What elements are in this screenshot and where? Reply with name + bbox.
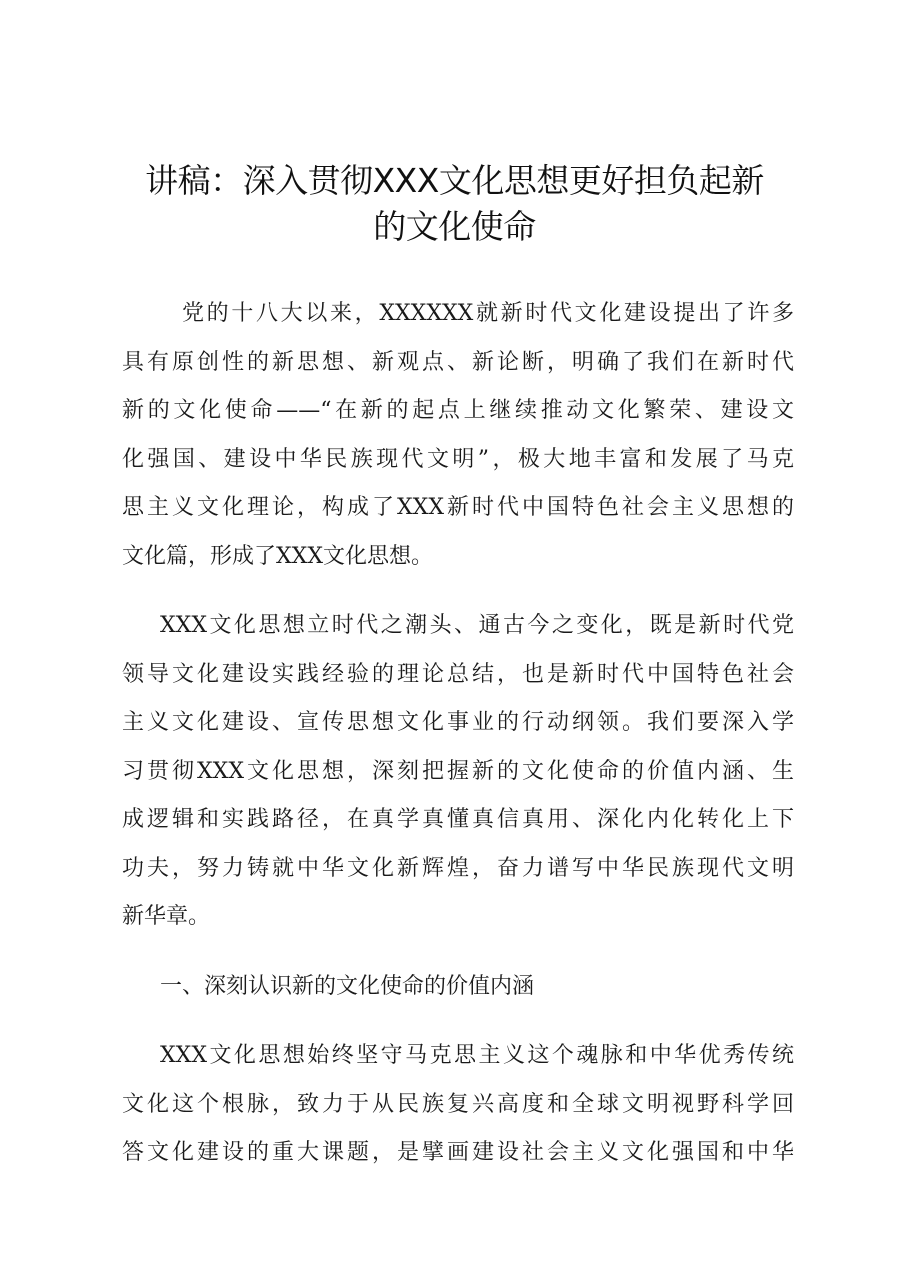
text-line: 主义文化建设、宣传思想文化事业的行动纲领。我们要深入学 (122, 710, 794, 735)
text-line: 党的十八大以来，XXXXXX就新时代文化建设提出了许多 (182, 301, 794, 326)
paragraph-intro (122, 290, 794, 581)
text-line: XXX文化思想立时代之潮头、通古今之变化，既是新时代党 (160, 613, 794, 638)
text-line: 具有原创性的新思想、新观点、新论断，明确了我们在新时代 (122, 349, 794, 375)
paragraph-overview (122, 602, 794, 942)
text-line: 答文化建设的重大课题，是擘画建设社会主义文化强国和中华 (122, 1140, 794, 1165)
text-line: 新华章。 (122, 904, 211, 929)
text-line: 一、深刻认识新的文化使命的价值内涵 (160, 973, 535, 999)
title-line: 的文化使命 (373, 207, 536, 246)
document-body (122, 290, 794, 1178)
text-line: 新的文化使命——“在新的起点上继续推动文化繁荣、建设文 (122, 398, 794, 423)
document-title (100, 158, 809, 250)
text-line: XXX文化思想始终坚守马克思主义这个魂脉和中华优秀传统 (160, 1043, 794, 1068)
paragraph-gap (122, 942, 794, 963)
text-line: 文化篇，形成了XXX文化思想。 (122, 543, 433, 569)
paragraph-section-one (122, 1032, 794, 1178)
text-line: 文化这个根脉，致力于从民族复兴高度和全球文明视野科学回 (122, 1091, 794, 1117)
title-line: 讲稿：深入贯彻XXX文化思想更好担负起新 (145, 161, 764, 200)
paragraph-gap (122, 581, 794, 602)
section-heading (122, 963, 794, 1012)
text-line: 思主义文化理论，构成了XXX新时代中国特色社会主义思想的 (122, 495, 794, 520)
text-line: 成逻辑和实践路径，在真学真懂真信真用、深化内化转化上下 (122, 807, 794, 832)
text-line: 功夫，努力铸就中华文化新辉煌，奋力谱写中华民族现代文明 (122, 855, 794, 881)
text-line: 领导文化建设实践经验的理论总结，也是新时代中国特色社会 (122, 661, 794, 687)
text-line: 化强国、建设中华民族现代文明”，极大地丰富和发展了马克 (122, 446, 794, 472)
text-line: 习贯彻XXX文化思想，深刻把握新的文化使命的价值内涵、生 (122, 758, 794, 784)
paragraph-gap (122, 1011, 794, 1032)
